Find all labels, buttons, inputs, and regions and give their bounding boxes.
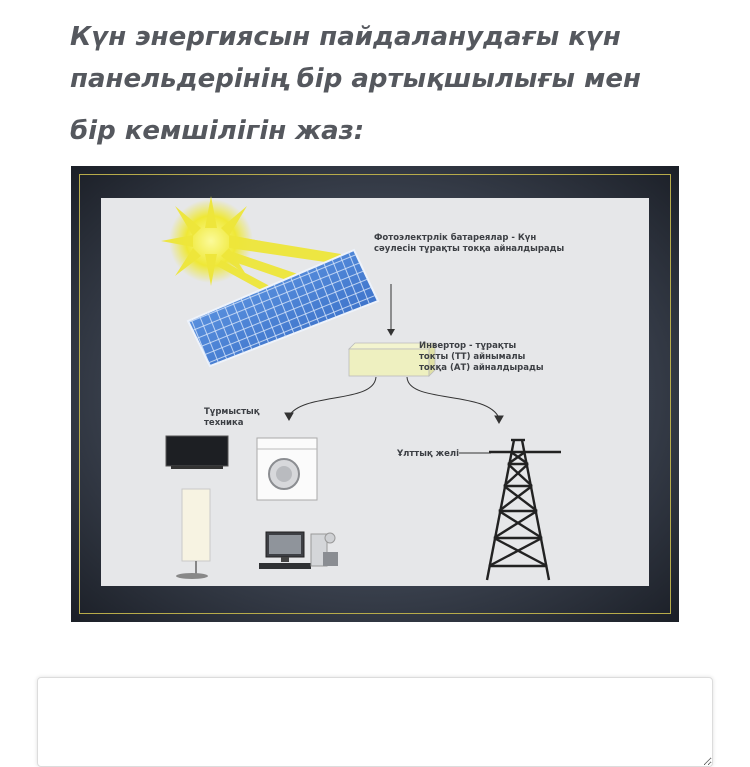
tv-icon xyxy=(166,436,228,469)
question-line-1: Күн энергиясын пайдаланудағы күн xyxy=(70,22,621,52)
inverter-label-line-2: токты (ТТ) айнымалы xyxy=(419,352,526,362)
pv-label-line-2: сәулесін тұрақты токқа айналдырады xyxy=(374,244,565,254)
answer-input[interactable] xyxy=(37,677,713,767)
inverter-label-line-1: Инвертор - тұрақты xyxy=(419,341,517,351)
question-line-2: панельдерінің бір артықшылығы мен xyxy=(70,64,641,94)
computer-icon xyxy=(259,532,338,569)
question-text xyxy=(70,16,710,152)
appliances-label-line-2: техника xyxy=(204,418,244,428)
pv-label-line-1: Фотоэлектрлік батареялар - Күн xyxy=(374,233,537,243)
question-line-3: бір кемшілігін жаз: xyxy=(70,116,365,146)
appliances-label-line-1: Тұрмыстық xyxy=(204,407,260,417)
grid-label: Ұлттық желі xyxy=(397,449,460,459)
solar-diagram-image xyxy=(71,166,679,622)
inverter-label-line-3: токқа (АТ) айналдырады xyxy=(419,363,544,373)
washing-machine-icon xyxy=(257,438,317,500)
solar-diagram xyxy=(71,166,679,622)
